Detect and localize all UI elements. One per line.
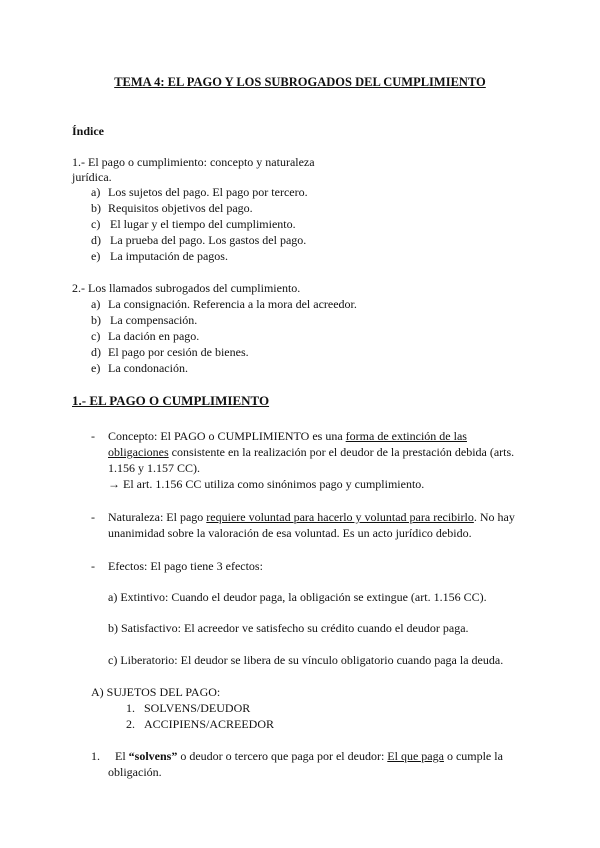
index-s1-item: La prueba del pago. Los gastos del pago.: [110, 233, 307, 247]
index-s1-marker: a): [91, 185, 101, 199]
section-heading: 1.- EL PAGO O CUMPLIMIENTO: [72, 393, 270, 408]
sujetos-marker: 2.: [126, 717, 135, 731]
index-s1-marker: c): [91, 217, 101, 231]
index-s1-marker: e): [91, 249, 101, 263]
index-s2-marker: d): [91, 345, 101, 359]
index-s2-marker: e): [91, 361, 101, 375]
page-title: TEMA 4: EL PAGO Y LOS SUBROGADOS DEL CUMPLIMIENTO: [114, 75, 486, 89]
solvens-line1: El “solvens” o deudor o tercero que paga por el deudor: El que paga o cumple la: [115, 749, 503, 763]
index-s2-marker: a): [91, 297, 101, 311]
sujetos-heading: A) SUJETOS DEL PAGO:: [91, 685, 221, 699]
solvens-marker: 1.: [91, 749, 100, 763]
index-section1-line1: 1.- El pago o cumplimiento: concepto y naturaleza: [72, 155, 315, 169]
concepto-line4: → El art. 1.156 CC utiliza como sinónimos pago y cumplimiento.: [108, 477, 425, 491]
index-s2-item: La condonación.: [108, 361, 188, 375]
index-s2-item: El pago por cesión de bienes.: [108, 345, 249, 359]
index-s2-item: La dación en pago.: [108, 329, 200, 343]
concepto-line1: Concepto: El PAGO o CUMPLIMIENTO es una forma de extinción de las: [108, 429, 467, 443]
concepto-line3: 1.156 y 1.157 CC).: [108, 461, 201, 475]
bullet-dash: -: [91, 510, 95, 524]
sujetos-item: ACCIPIENS/ACREEDOR: [144, 717, 275, 731]
efectos-intro: Efectos: El pago tiene 3 efectos:: [108, 559, 263, 573]
bullet-dash: -: [91, 559, 95, 573]
naturaleza-line2: unanimidad sobre la valoración de esa voluntad. Es un acto jurídico debido.: [108, 526, 472, 540]
bullet-dash: -: [91, 429, 95, 443]
efecto-item: a) Extintivo: Cuando el deudor paga, la obligación se extingue (art. 1.156 CC).: [108, 590, 487, 604]
naturaleza-line1: Naturaleza: El pago requiere voluntad para hacerlo y voluntad para recibirlo. No hay: [108, 510, 515, 524]
efecto-item: c) Liberatorio: El deudor se libera de su vínculo obligatorio cuando paga la deuda.: [108, 653, 504, 667]
index-s1-item: Requisitos objetivos del pago.: [108, 201, 253, 215]
index-s1-item: La imputación de pagos.: [110, 249, 228, 263]
index-section2-line1: 2.- Los llamados subrogados del cumplimiento.: [72, 281, 301, 295]
index-s1-item: El lugar y el tiempo del cumplimiento.: [110, 217, 296, 231]
solvens-line2: obligación.: [108, 765, 162, 779]
sujetos-marker: 1.: [126, 701, 135, 715]
index-s2-marker: b): [91, 313, 101, 327]
index-s2-marker: c): [91, 329, 101, 343]
index-s1-item: Los sujetos del pago. El pago por tercero.: [108, 185, 308, 199]
sujetos-item: SOLVENS/DEUDOR: [144, 701, 251, 715]
efecto-item: b) Satisfactivo: El acreedor ve satisfecho su crédito cuando el deudor paga.: [108, 621, 469, 635]
concepto-line2: obligaciones consistente en la realización por el deudor de la prestación debida (arts.: [108, 445, 515, 459]
index-s2-item: La consignación. Referencia a la mora del acreedor.: [108, 297, 357, 311]
index-section1-line2: jurídica.: [72, 170, 112, 184]
index-s2-item: La compensación.: [110, 313, 198, 327]
index-heading: Índice: [72, 124, 105, 138]
index-s1-marker: d): [91, 233, 101, 247]
index-s1-marker: b): [91, 201, 101, 215]
